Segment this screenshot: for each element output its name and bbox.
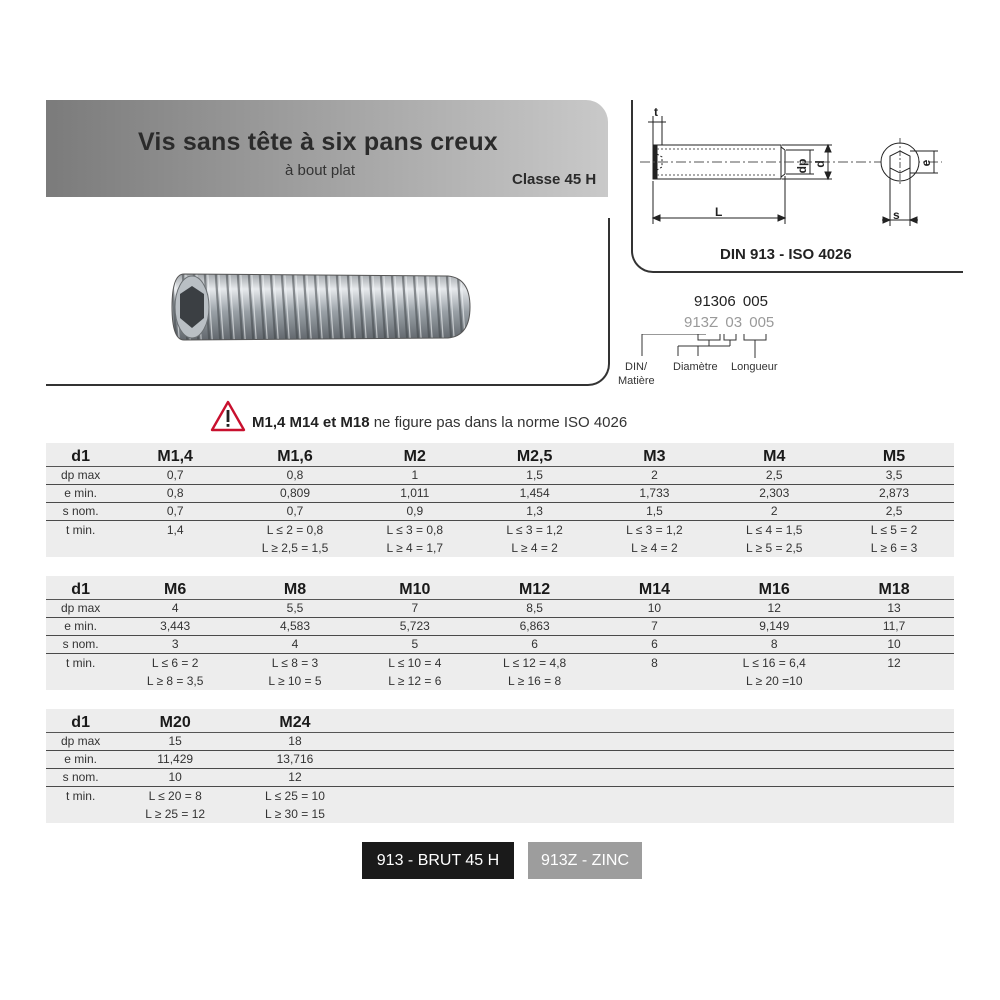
table-cell: 7 bbox=[651, 619, 658, 633]
table-cell bbox=[714, 751, 834, 768]
page-subtitle: à bout plat bbox=[285, 162, 356, 179]
tmin-line: L ≤ 5 = 2 bbox=[870, 523, 918, 537]
table-cell-tmin bbox=[834, 654, 954, 690]
code-diameter: 06 bbox=[719, 293, 736, 310]
table-cell: 0,809 bbox=[279, 486, 310, 500]
header-size: M24 bbox=[279, 714, 311, 731]
table-row bbox=[46, 769, 954, 787]
table-cell: 18 bbox=[288, 734, 302, 748]
finish-brut-button[interactable]: 913 - BRUT 45 H bbox=[362, 842, 514, 879]
table-cell: 1,5 bbox=[526, 468, 543, 482]
table-cell bbox=[714, 733, 834, 750]
tmin-line: L ≤ 6 = 2 bbox=[151, 656, 199, 670]
table-cell: 1,011 bbox=[400, 486, 430, 500]
finish-zinc-button[interactable]: 913Z - ZINC bbox=[528, 842, 642, 879]
header-size: M2,5 bbox=[516, 448, 553, 465]
table-row bbox=[46, 618, 954, 636]
table-cell: 4 bbox=[291, 637, 299, 651]
header-size: M8 bbox=[283, 581, 307, 598]
code-length: 005 bbox=[742, 293, 768, 310]
table-cell: 1 bbox=[411, 468, 419, 482]
table-cell: 1,454 bbox=[519, 486, 550, 500]
table-cell: 13,716 bbox=[276, 752, 314, 766]
table-row bbox=[46, 636, 954, 654]
header-size bbox=[475, 709, 595, 732]
header-size: M2 bbox=[403, 448, 426, 465]
table-cell-tmin bbox=[355, 654, 475, 690]
row-label: t min. bbox=[65, 656, 96, 670]
table-cell: 4 bbox=[171, 601, 179, 615]
table-cell bbox=[475, 733, 595, 750]
header-d1: d1 bbox=[71, 581, 90, 598]
table-row-tmin bbox=[46, 654, 954, 690]
tmin-line: L ≤ 3 = 1,2 bbox=[626, 523, 683, 537]
tmin-line: L ≤ 2 = 0,8 bbox=[266, 523, 324, 537]
table-cell: 1,3 bbox=[526, 504, 543, 518]
table-cell-tmin bbox=[475, 787, 595, 823]
caption-diametre: Diamètre bbox=[673, 361, 718, 373]
table-cell-tmin bbox=[115, 787, 235, 823]
table-cell: 2,5 bbox=[885, 504, 903, 518]
header-size: M4 bbox=[763, 448, 786, 465]
page-title: Vis sans tête à six pans creux bbox=[138, 128, 498, 156]
table-cell: 6 bbox=[651, 637, 658, 651]
caption-longueur: Longueur bbox=[731, 361, 778, 373]
tmin-line: L ≤ 10 = 4 bbox=[388, 656, 442, 670]
code-example-zinc bbox=[684, 314, 774, 331]
tmin-line: L ≤ 25 = 10 bbox=[265, 789, 325, 803]
standard-label: DIN 913 - ISO 4026 bbox=[720, 246, 852, 263]
table-cell-tmin bbox=[355, 787, 475, 823]
header-size bbox=[355, 709, 475, 732]
tmin-line: 12 bbox=[887, 656, 901, 670]
row-label: e min. bbox=[64, 619, 97, 633]
table-cell: 0,7 bbox=[286, 504, 304, 518]
table-cell bbox=[834, 769, 954, 786]
warning-text: ne figure pas dans la norme ISO 4026 bbox=[369, 414, 628, 431]
table-cell: 3,443 bbox=[160, 619, 191, 633]
tmin-line: L ≤ 4 = 1,5 bbox=[745, 523, 803, 537]
table-cell bbox=[475, 751, 595, 768]
header-size: M12 bbox=[519, 581, 551, 598]
header-size: M14 bbox=[638, 581, 670, 598]
table-header-row bbox=[46, 709, 954, 733]
table-cell bbox=[355, 733, 475, 750]
tmin-line: L ≥ 20 =10 bbox=[745, 674, 803, 688]
table-cell: 12 bbox=[288, 770, 302, 784]
dimension-table-3 bbox=[46, 709, 954, 823]
row-label: e min. bbox=[64, 752, 97, 766]
table-row bbox=[46, 485, 954, 503]
header-size: M1,4 bbox=[157, 448, 193, 465]
table-cell: 10 bbox=[647, 601, 662, 615]
table-cell bbox=[355, 751, 475, 768]
warning-highlight: M1,4 M14 et M18 bbox=[252, 414, 370, 431]
dimension-table-2 bbox=[46, 576, 954, 690]
dim-label-s: s bbox=[893, 208, 900, 222]
tmin-line: L ≥ 30 = 15 bbox=[265, 807, 325, 821]
set-screw-image bbox=[158, 262, 478, 352]
table-cell-tmin bbox=[235, 521, 355, 557]
table-cell-tmin bbox=[115, 521, 235, 557]
header-size: M1,6 bbox=[277, 448, 313, 465]
table-cell: 1,5 bbox=[646, 504, 663, 518]
table-cell: 3,5 bbox=[885, 468, 903, 482]
table-cell-tmin bbox=[355, 521, 475, 557]
header-size bbox=[714, 709, 834, 732]
header-size bbox=[834, 709, 954, 732]
table-cell: 2 bbox=[651, 468, 658, 482]
row-label: s nom. bbox=[62, 637, 99, 651]
table-cell bbox=[714, 769, 834, 786]
table-cell: 8 bbox=[770, 637, 778, 651]
table-row bbox=[46, 467, 954, 485]
table-cell: 7 bbox=[411, 601, 419, 615]
header-size: M5 bbox=[882, 448, 906, 465]
table-cell-tmin bbox=[475, 654, 595, 690]
table-cell-tmin bbox=[714, 787, 834, 823]
tmin-line: 1,4 bbox=[166, 523, 184, 537]
table-cell: 2,303 bbox=[759, 486, 790, 500]
table-cell: 9,149 bbox=[759, 619, 790, 633]
tmin-line: L ≥ 4 = 2 bbox=[511, 541, 558, 555]
table-cell-tmin bbox=[235, 654, 355, 690]
tmin-line: L ≥ 6 = 3 bbox=[870, 541, 918, 555]
table-cell bbox=[595, 751, 715, 768]
row-label: dp max bbox=[60, 468, 101, 482]
tmin-line: L ≤ 20 = 8 bbox=[148, 789, 202, 803]
header-size: M10 bbox=[399, 581, 431, 598]
table-cell: 2 bbox=[770, 504, 778, 518]
table-cell bbox=[834, 733, 954, 750]
tmin-line: L ≥ 10 = 5 bbox=[268, 674, 322, 688]
dim-label-d: d bbox=[813, 160, 827, 168]
table-cell: 3 bbox=[171, 637, 179, 651]
table-cell: 1,733 bbox=[639, 486, 670, 500]
table-cell-tmin bbox=[235, 787, 355, 823]
table-cell: 6,863 bbox=[519, 619, 550, 633]
table-cell-tmin bbox=[475, 521, 595, 557]
table-cell: 0,7 bbox=[166, 468, 184, 482]
tmin-line: L ≥ 8 = 3,5 bbox=[146, 674, 204, 688]
table-cell: 11,429 bbox=[157, 752, 194, 766]
class-label: Classe 45 H bbox=[512, 171, 597, 188]
tmin-line: L ≤ 3 = 1,2 bbox=[506, 523, 563, 537]
warning-message bbox=[252, 414, 627, 431]
row-label: t min. bbox=[65, 523, 96, 537]
tmin-line: L ≤ 3 = 0,8 bbox=[386, 523, 444, 537]
table-cell: 0,9 bbox=[406, 504, 424, 518]
table-cell-tmin bbox=[595, 654, 715, 690]
row-label: dp max bbox=[60, 601, 101, 615]
table-cell: 2,873 bbox=[879, 486, 910, 500]
row-label: dp max bbox=[60, 734, 101, 748]
tmin-line: 8 bbox=[651, 656, 658, 670]
dimension-diagram bbox=[636, 108, 956, 230]
header-size: M3 bbox=[643, 448, 666, 465]
warning-icon bbox=[210, 400, 246, 432]
header-size: M20 bbox=[159, 714, 191, 731]
table-row bbox=[46, 733, 954, 751]
table-cell: 5,723 bbox=[399, 619, 430, 633]
table-cell: 0,8 bbox=[286, 468, 304, 482]
table-cell bbox=[595, 769, 715, 786]
tmin-line: L ≥ 25 = 12 bbox=[145, 807, 206, 821]
dim-label-e: e bbox=[919, 159, 933, 167]
table-cell: 11,7 bbox=[882, 619, 906, 633]
row-label: t min. bbox=[65, 789, 96, 803]
table-cell-tmin bbox=[595, 521, 715, 557]
table-cell: 13 bbox=[887, 601, 901, 615]
table-row bbox=[46, 751, 954, 769]
table-cell: 0,8 bbox=[166, 486, 184, 500]
header-size: M18 bbox=[878, 581, 910, 598]
code-brackets bbox=[620, 334, 780, 364]
table-cell bbox=[475, 769, 595, 786]
table-header-row bbox=[46, 576, 954, 600]
caption-din: DIN/ bbox=[625, 361, 647, 373]
table-cell: 12 bbox=[767, 601, 781, 615]
table-cell bbox=[595, 733, 715, 750]
tmin-line: L ≤ 12 = 4,8 bbox=[503, 656, 567, 670]
tmin-line: L ≥ 5 = 2,5 bbox=[745, 541, 803, 555]
tmin-line: L ≥ 4 = 2 bbox=[631, 541, 678, 555]
tmin-line: L ≥ 16 = 8 bbox=[508, 674, 562, 688]
header-d1: d1 bbox=[71, 448, 90, 465]
table-row-tmin bbox=[46, 787, 954, 823]
table-cell-tmin bbox=[834, 521, 954, 557]
tmin-line: L ≥ 2,5 = 1,5 bbox=[261, 541, 329, 555]
header-size: M6 bbox=[164, 581, 187, 598]
caption-matiere: Matière bbox=[618, 375, 655, 387]
table-cell: 0,7 bbox=[166, 504, 184, 518]
dimension-table-1 bbox=[46, 443, 954, 557]
table-row bbox=[46, 600, 954, 618]
dim-label-dp: dp bbox=[795, 158, 809, 174]
tmin-line: L ≤ 8 = 3 bbox=[271, 656, 319, 670]
table-cell: 15 bbox=[168, 734, 182, 748]
table-cell: 4,583 bbox=[279, 619, 310, 633]
code-example-brut bbox=[694, 293, 768, 310]
table-cell: 5,5 bbox=[286, 601, 304, 615]
table-cell-tmin bbox=[115, 654, 235, 690]
code-din: 913Z bbox=[684, 314, 719, 331]
table-row bbox=[46, 503, 954, 521]
tmin-line: L ≤ 16 = 6,4 bbox=[742, 656, 806, 670]
code-din: 913 bbox=[694, 293, 720, 310]
table-cell: 10 bbox=[168, 770, 182, 784]
tmin-line: L ≥ 4 = 1,7 bbox=[386, 541, 444, 555]
table-cell bbox=[834, 751, 954, 768]
row-label: s nom. bbox=[62, 504, 99, 518]
row-label: e min. bbox=[64, 486, 97, 500]
dim-label-L: L bbox=[715, 205, 723, 219]
header-size bbox=[595, 709, 715, 732]
table-cell: 10 bbox=[887, 637, 901, 651]
header-size: M16 bbox=[758, 581, 790, 598]
tmin-line: L ≥ 12 = 6 bbox=[388, 674, 442, 688]
row-label: s nom. bbox=[62, 770, 99, 784]
table-cell: 6 bbox=[531, 637, 538, 651]
table-cell: 2,5 bbox=[765, 468, 783, 482]
table-header-row bbox=[46, 443, 954, 467]
code-diameter: 03 bbox=[725, 314, 743, 331]
table-cell: 8,5 bbox=[526, 601, 543, 615]
table-cell-tmin bbox=[714, 654, 834, 690]
header-d1: d1 bbox=[71, 714, 90, 731]
code-length: 005 bbox=[749, 314, 775, 331]
table-cell: 5 bbox=[411, 637, 419, 651]
dim-label-t: t bbox=[654, 108, 658, 119]
table-cell-tmin bbox=[595, 787, 715, 823]
table-cell-tmin bbox=[834, 787, 954, 823]
table-cell-tmin bbox=[714, 521, 834, 557]
table-cell bbox=[355, 769, 475, 786]
table-row-tmin bbox=[46, 521, 954, 557]
